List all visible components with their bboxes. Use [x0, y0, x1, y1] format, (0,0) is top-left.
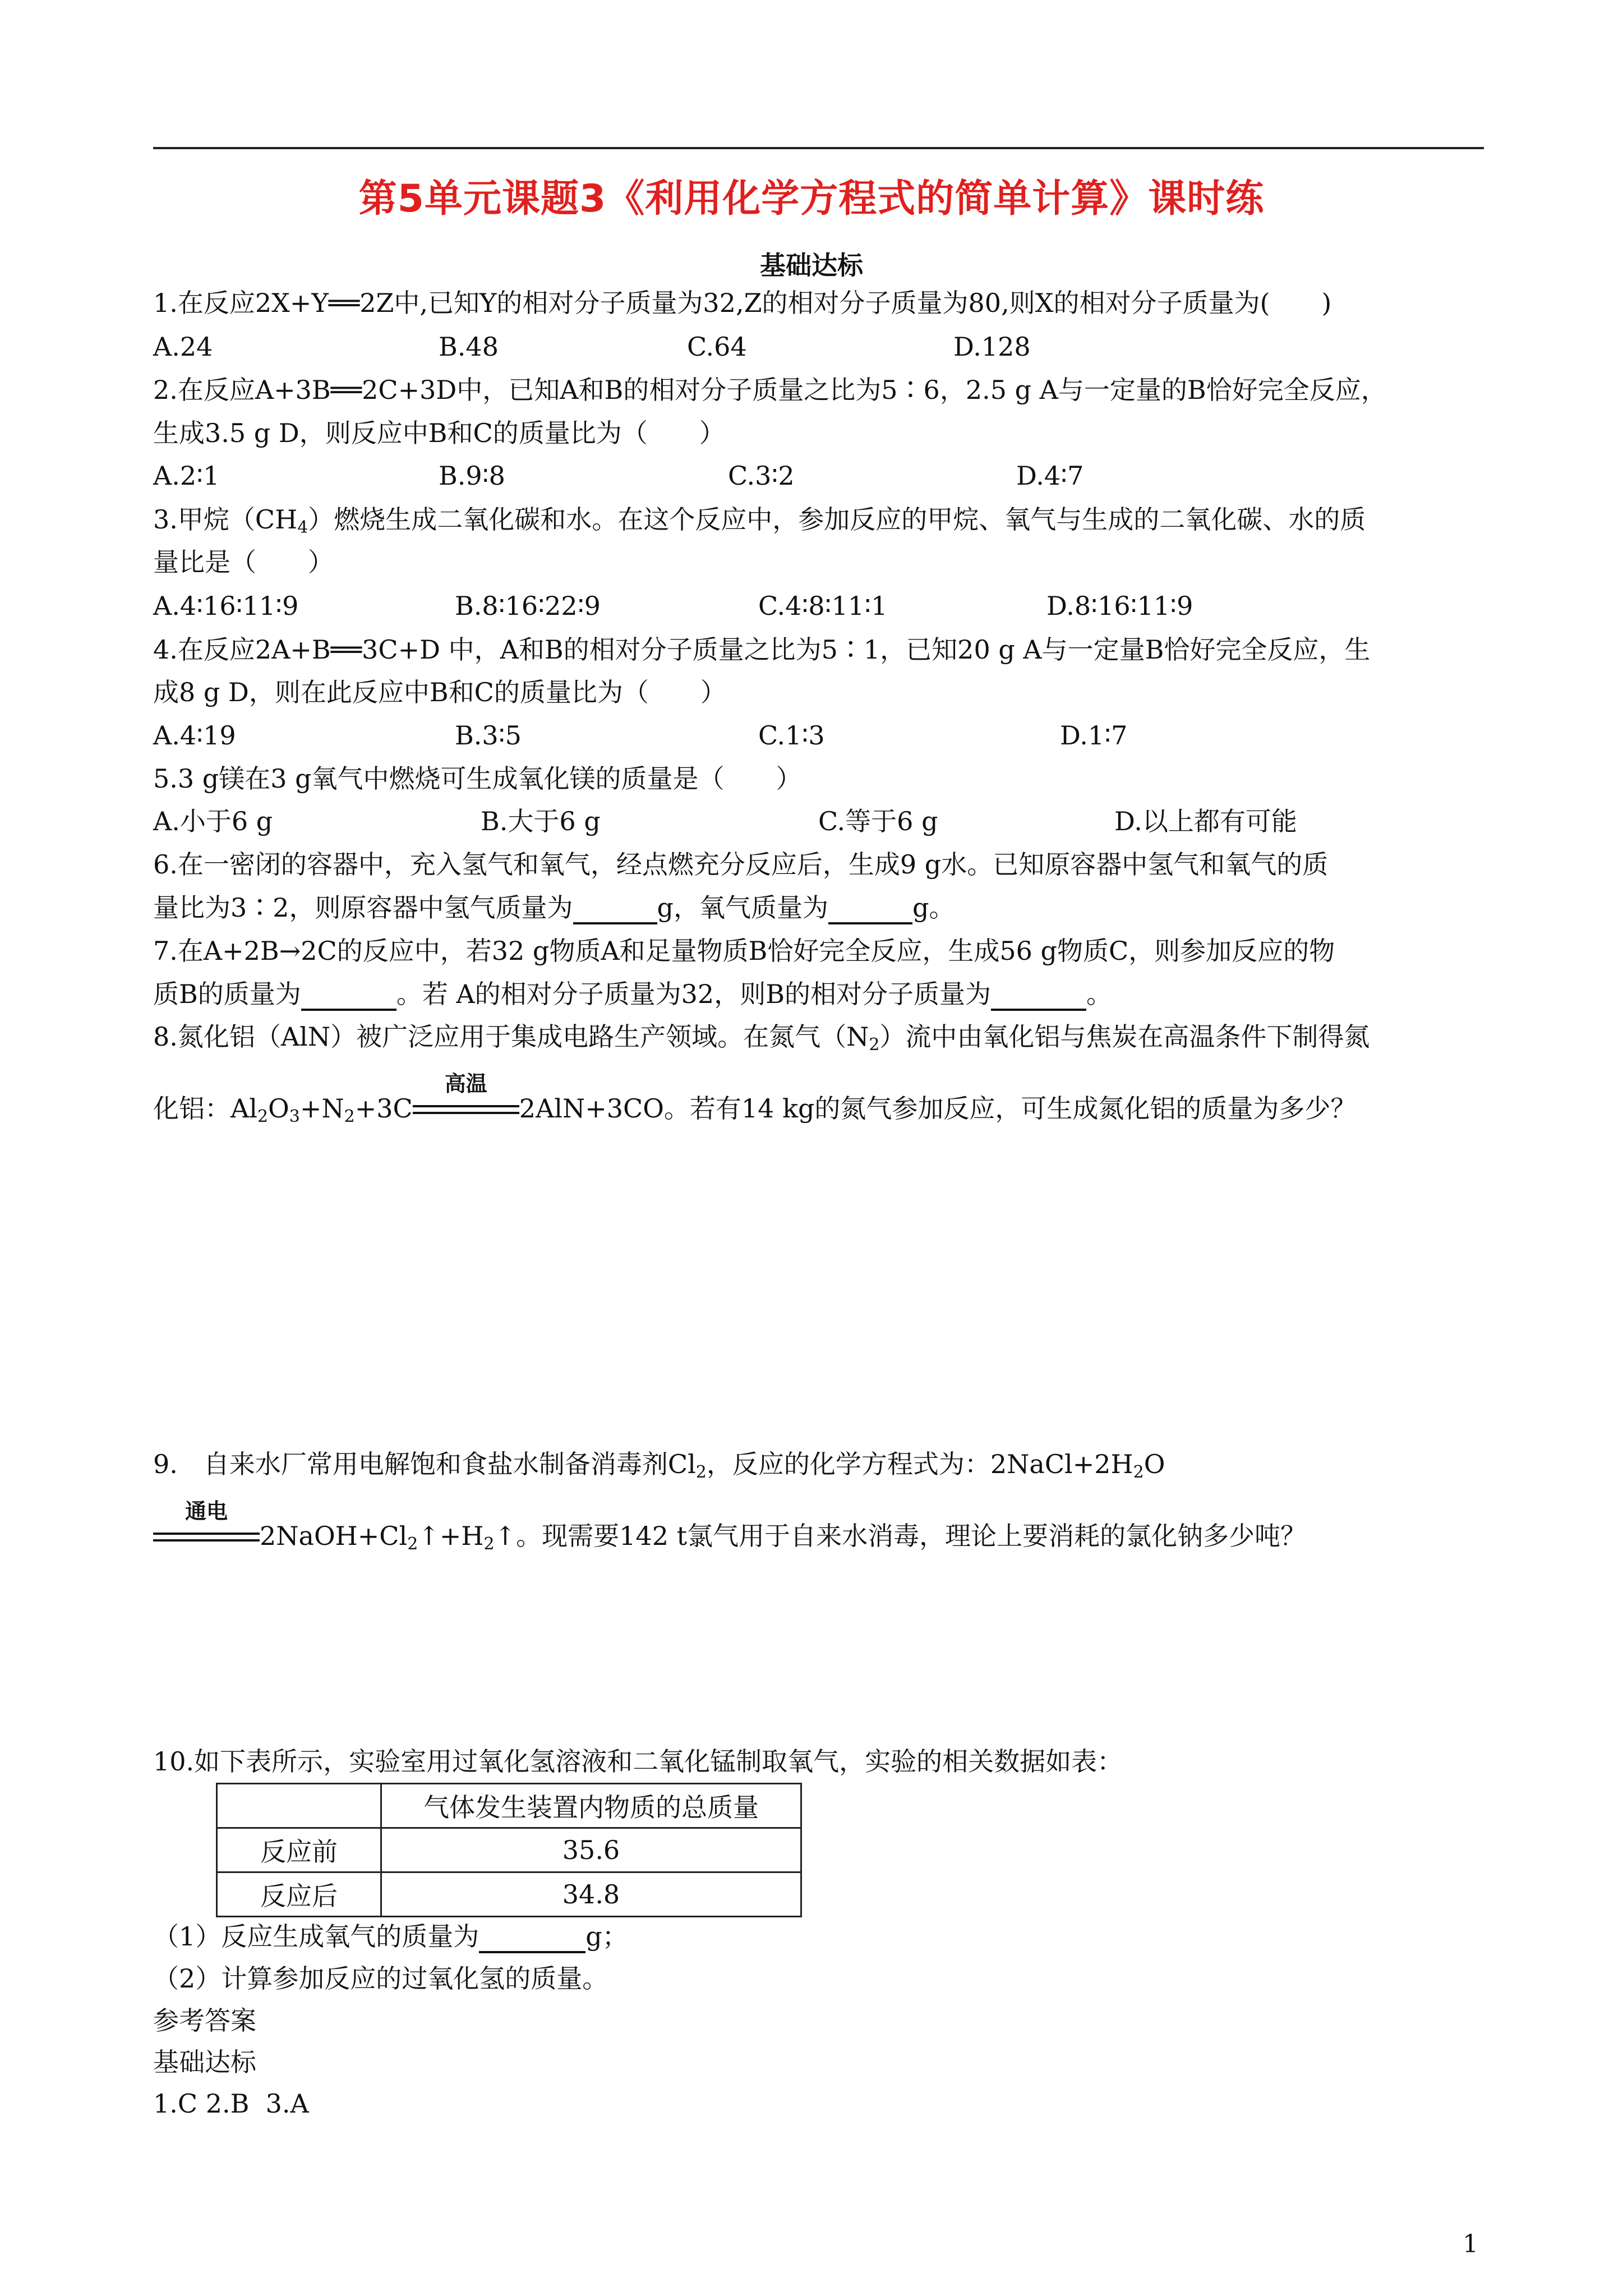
table-row [217, 1784, 801, 1828]
q3-option-d: D.8∶16∶11∶9 [1046, 591, 1193, 621]
table-cell: 34.8 [381, 1872, 801, 1917]
q1-option-c: C.64 [687, 332, 747, 362]
top-rule [153, 147, 1484, 149]
q10-sub2: （2）计算参加反应的过氧化氢的质量。 [153, 1963, 608, 1994]
q3-option-b: B.8∶16∶22∶9 [455, 591, 601, 621]
page-number: 1 [1463, 2230, 1478, 2258]
answers-text: 1.C 2.B 3.A [153, 2088, 309, 2119]
q5-option-d: D.以上都有可能 [1114, 806, 1297, 836]
answers-heading: 参考答案 [153, 2005, 256, 2036]
q9-line2: 通电 $2NaOH+Cl_2↑+H_2↑$。现需要142 t氯气用于自来水消毒，理论上要消耗的氯化钠多少吨？ [153, 1519, 1306, 1553]
q2-option-b: B.9∶8 [439, 461, 505, 491]
q5-option-a: A.小于6 g [153, 806, 273, 836]
q7-blank-molar-mass-b[interactable] [991, 981, 1086, 1011]
q2-option-c: C.3∶2 [728, 461, 795, 491]
q1-option-b: B.48 [439, 332, 499, 362]
q8-line2: 化铝：$Al_2O_3+N_2+3C$ 高温 2AlN+3CO。若有14 kg的氮气参加反应，可生成氮化铝的质量为多少？ [153, 1071, 1357, 1126]
q2-option-d: D.4∶7 [1016, 461, 1084, 491]
q2-line1: 2.在反应A+3B══2C+3D中，已知A和B的相对分子质量之比为5∶6，2.5 g A与一定量的B恰好完全反应， [153, 375, 1387, 405]
q4-line1: 4.在反应2A+B══3C+D 中，A和B的相对分子质量之比为5∶1，已知20 g A与一定量B恰好完全反应，生 [153, 634, 1371, 665]
q7-line1: 7.在A+2B→2C的反应中，若32 g物质A和足量物质B恰好完全反应，生成56 g物质C，则参加反应的物 [153, 936, 1335, 966]
q9-line1: 9. 自来水厂常用电解饱和食盐水制备消毒剂$Cl_2$，反应的化学方程式为：$2NaCl+2H_2O$ [153, 1449, 1165, 1482]
q4-option-b: B.3∶5 [455, 720, 522, 751]
section-heading: 基础达标 [760, 250, 863, 280]
q7-blank-mass-b[interactable] [301, 981, 396, 1011]
q10-data-table [216, 1783, 802, 1917]
q10-line1: 10.如下表所示，实验室用过氧化氢溶液和二氧化锰制取氧气，实验的相关数据如表： [153, 1746, 1123, 1777]
q5-option-c: C.等于6 g [818, 806, 938, 836]
q7-line2: 质B的质量为 。若 A的相对分子质量为32，则B的相对分子质量为 。 [153, 977, 1112, 1011]
q6-blank-oxygen[interactable] [828, 894, 912, 924]
table-cell [217, 1784, 381, 1828]
table-cell: 气体发生装置内物质的总质量 [381, 1784, 801, 1828]
q6-blank-hydrogen[interactable] [573, 894, 657, 924]
q3-line1: 3.甲烷$(CH_4)$燃烧生成二氧化碳和水。在这个反应中，参加反应的甲烷、氧气与生成的二氧化碳、水的质 [153, 504, 1366, 537]
q4-option-c: C.1∶3 [758, 720, 825, 751]
q8-reaction-condition: 高温 [413, 1099, 519, 1122]
q4-option-a: A.4∶19 [153, 720, 236, 751]
q6-line1: 6.在一密闭的容器中，充入氢气和氧气，经点燃充分反应后，生成9 g水。已知原容器中氢气和氧气的质 [153, 849, 1329, 880]
table-cell: 反应后 [217, 1872, 381, 1917]
q9-reaction-condition: 通电 [153, 1527, 260, 1549]
q5-option-b: B.大于6 g [481, 806, 601, 836]
q6-line2: 量比为3∶2，则原容器中氢气质量为 g，氧气质量为 g。 [153, 891, 955, 924]
q2-line2: 生成3.5 g D，则反应中B和C的质量比为（ ） [153, 418, 725, 448]
table-cell: 反应前 [217, 1828, 381, 1872]
table-row [217, 1872, 801, 1917]
q4-option-d: D.1∶7 [1060, 720, 1128, 751]
table-cell: 35.6 [381, 1828, 801, 1872]
page-title: 第5单元课题3《利用化学方程式的简单计算》课时练 [358, 177, 1265, 221]
q3-option-c: C.4∶8∶11∶1 [758, 591, 888, 621]
q1-text: 1.在反应2X+Y══2Z中,已知Y的相对分子质量为32,Z的相对分子质量为80,则X的相对分子质量为( ) [153, 288, 1332, 318]
q2-option-a: A.2∶1 [153, 461, 220, 491]
q1-option-d: D.128 [953, 332, 1031, 362]
q5-line1: 5.3 g镁在3 g氧气中燃烧可生成氧化镁的质量是（ ） [153, 763, 802, 794]
q8-line1: 8.氮化铝（AlN）被广泛应用于集成电路生产领域。在氮气$(N_2)$流中由氧化铝与焦炭在高温条件下制得氮 [153, 1022, 1370, 1055]
answers-section: 基础达标 [153, 2047, 256, 2077]
q3-option-a: A.4∶16∶11∶9 [153, 591, 299, 621]
q3-line2: 量比是（ ） [153, 547, 334, 577]
table-row [217, 1828, 801, 1872]
q10-blank-oxygen-mass[interactable] [479, 1923, 585, 1953]
q1-option-a: A.24 [153, 332, 213, 362]
q4-line2: 成8 g D，则在此反应中B和C的质量比为（ ） [153, 677, 726, 707]
q10-sub1: （1）反应生成氧气的质量为 g； [153, 1920, 628, 1953]
